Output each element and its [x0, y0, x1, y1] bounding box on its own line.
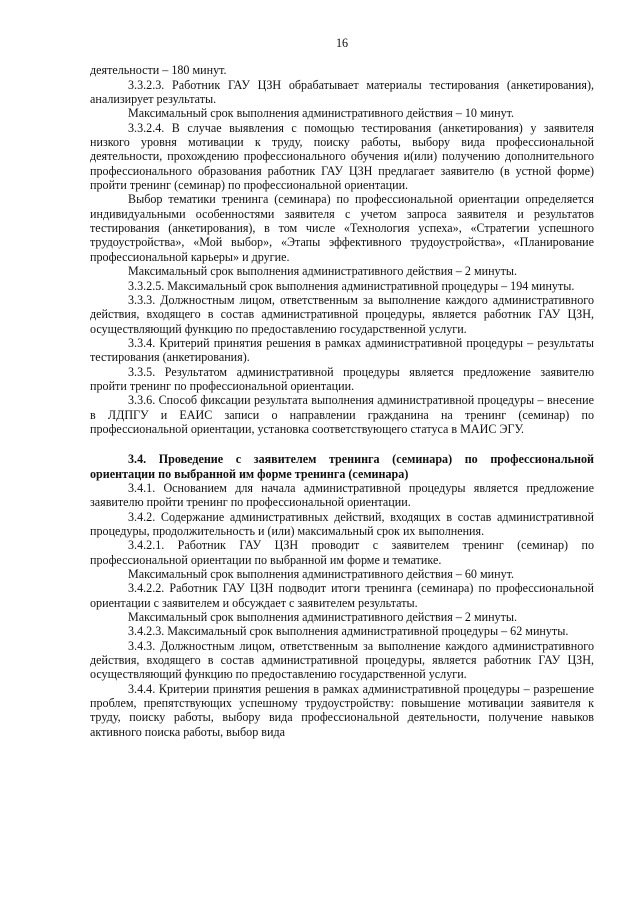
document-body [90, 63, 594, 739]
paragraph: 3.4.4. Критерии принятия решения в рамках административной процедуры – разрешение проблем, препятствующих успешному трудоустройству: повышение мотивации заявителя к труду, поиску работы, выбору вида профессиональной деятельности, получение навыков активного поиска работы, выбор вида [90, 681, 594, 739]
paragraph: 3.3.4. Критерий принятия решения в рамках административной процедуры – результаты тестирования (анкетирования). [90, 335, 594, 365]
paragraph: 3.3.5. Результатом административной процедуры является предложение заявителю пройти тренинг по профессиональной ориентации. [90, 364, 594, 393]
paragraph: 3.4.2.3. Максимальный срок выполнения административной процедуры – 62 минуты. [128, 624, 569, 639]
paragraph: Максимальный срок выполнения административного действия – 10 минут. [128, 106, 515, 121]
paragraph: 3.3.2.4. В случае выявления с помощью тестирования (анкетирования) у заявителя низкого уровня мотивации к труду, поиску работы, выбору вида профессиональной деятельности, прохождению профессионального обучения и(или) получению дополнительного профессионального образования работник ГАУ ЦЗН предлагает заявителю (в устной форме) пройти тренинг (семинар) по профессиональной ориентации. [90, 120, 594, 193]
section-heading: 3.4. Проведение с заявителем тренинга (семинара) по профессиональной ориентации по выбранной им форме тренинга (семинара) [90, 452, 594, 481]
paragraph: 3.3.2.5. Максимальный срок выполнения административной процедуры – 194 минуты. [128, 278, 575, 293]
section-spacer [90, 436, 594, 452]
paragraph: 3.3.3. Должностным лицом, ответственным за выполнение каждого административного действия, входящего в состав административной процедуры, является работник ГАУ ЦЗН, осуществляющий функцию по предоставлению государственной услуги. [90, 292, 594, 336]
paragraph: Максимальный срок выполнения административного действия – 60 минут. [128, 567, 515, 582]
paragraph: 3.4.2.2. Работник ГАУ ЦЗН подводит итоги тренинга (семинара) по профессиональной ориентации с заявителем и обсуждает с заявителем результаты. [90, 581, 594, 610]
paragraph: деятельности – 180 минут. [90, 63, 227, 78]
paragraph: Максимальный срок выполнения административного действия – 2 минуты. [128, 610, 518, 625]
paragraph: Максимальный срок выполнения административного действия – 2 минуты. [128, 264, 518, 279]
paragraph: 3.3.6. Способ фиксации результата выполнения административной процедуры – внесение в ЛДПГУ и ЕАИС записи о направлении гражданина на тренинг (семинар) по профессиональной ориентации, установка соответствующего статуса в МАИС ЭГУ. [90, 393, 594, 436]
paragraph: 3.3.2.3. Работник ГАУ ЦЗН обрабатывает материалы тестирования (анкетирования), анализирует результаты. [90, 77, 594, 107]
paragraph: Выбор тематики тренинга (семинара) по профессиональной ориентации определяется индивидуальными особенностями заявителя с учетом запроса заявителя и результатов тестирования (анкетирования), в том числе «Технология успеха», «Стратегии успешного трудоустройства», «Мой выбор», «Этапы эффективного трудоустройства», «Планирование профессиональной карьеры» и другие. [90, 192, 594, 264]
paragraph: 3.4.2. Содержание административных действий, входящих в состав административной процедуры, продолжительность и (или) максимальный срок их выполнения. [90, 509, 594, 538]
paragraph: 3.4.1. Основанием для начала административной процедуры является предложение заявителю пройти тренинг по профессиональной ориентации. [90, 480, 594, 510]
paragraph: 3.4.3. Должностным лицом, ответственным за выполнение каждого административного действия, входящего в состав административной процедуры, является работник ГАУ ЦЗН, осуществляющий функцию по предоставлению государственной услуги. [90, 638, 594, 682]
paragraph: 3.4.2.1. Работник ГАУ ЦЗН проводит с заявителем тренинг (семинар) по профессиональной ориентации по выбранной им форме и тематике. [90, 538, 594, 567]
page-number: 16 [335, 36, 349, 50]
